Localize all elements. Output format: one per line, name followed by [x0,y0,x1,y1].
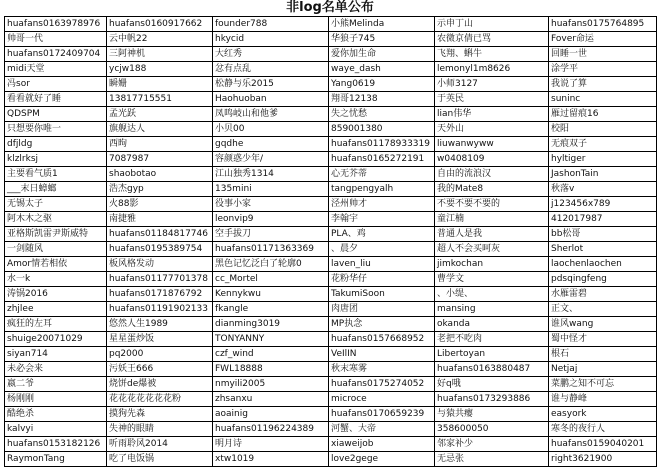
table-cell: nmyili2005 [213,377,329,392]
table-cell: 杨刚刚 [5,392,107,407]
table-cell: 李翰宇 [329,212,435,227]
table-cell: dianming3019 [213,317,329,332]
table-cell: 爱你加生命 [329,47,435,62]
table-cell: Kennykwu [213,287,329,302]
table-cell: 谁风wang [549,317,657,332]
table-cell: 飞翔、蝌牛 [435,47,549,62]
table-cell: 无忌张 [435,452,549,467]
table-cell: 农微京倩已骂 [435,32,549,47]
table-cell: waye_dash [329,62,435,77]
table-cell: love2gege [329,452,435,467]
table-cell: klzlrksj [5,152,107,167]
table-cell: 酷绝杀 [5,407,107,422]
table-cell: j123456x789 [549,197,657,212]
table-row [5,47,657,62]
table-cell: bb松哥 [549,227,657,242]
table-cell: TakumiSoon [329,287,435,302]
table-cell: 水雁雷碧 [549,287,657,302]
table-row [5,137,657,152]
table-row [5,257,657,272]
table-cell: huafans0173293886 [435,392,549,407]
table-cell: 浩杰gyp [107,182,213,197]
table-cell: 容颜惑少年/ [213,152,329,167]
table-cell: 秋末寒雾 [329,362,435,377]
table-cell: 冯sor [5,77,107,92]
table-cell: FWL18888 [213,362,329,377]
table-cell: 火88影 [107,197,213,212]
table-cell: xtw1019 [213,452,329,467]
table-cell: 疯狂的左耳 [5,317,107,332]
table-cell: huafans01171363369 [213,242,329,257]
table-row [5,62,657,77]
table-cell: 听雨聆风2014 [107,437,213,452]
table-cell: huafans01196224389 [213,422,329,437]
table-cell: huafans0165272191 [329,152,435,167]
table-row [5,377,657,392]
table-cell: PLA、鸡 [329,227,435,242]
table-cell: 135mini [213,182,329,197]
table-row [5,197,657,212]
table-cell: Amor情若相依 [5,257,107,272]
table-row [5,17,657,32]
table-row [5,392,657,407]
table-cell: fkangle [213,302,329,317]
table-cell: huafans0171876792 [107,287,213,302]
table-cell: 雁过留痕16 [549,107,657,122]
table-row [5,452,657,467]
table-cell: 空手拔刀 [213,227,329,242]
table-cell: w0408109 [435,152,549,167]
table-cell: huafans0195389754 [107,242,213,257]
table-cell: 帅哥一代 [5,32,107,47]
table-cell: huafans0175764895 [549,17,657,32]
table-cell: 天外山 [435,122,549,137]
table-cell: 我说了算 [549,77,657,92]
table-cell: 旗舰达人 [107,122,213,137]
table-cell: huafans0175274052 [329,377,435,392]
table-cell: 蜀中怪才 [549,332,657,347]
table-cell: 悠然人生1989 [107,317,213,332]
table-cell: hkycid [213,32,329,47]
table-cell: 无痕双子 [549,137,657,152]
table-cell: RaymonTang [5,452,107,467]
table-cell: 涂学平 [549,62,657,77]
table-cell: huafans01177701378 [107,272,213,287]
table-cell: microce [329,392,435,407]
table-cell: 自由的流浪汉 [435,167,549,182]
table-cell: 与猿共瘿 [435,407,549,422]
table-cell: lian伟华 [435,107,549,122]
table-cell: 谁与静峰 [549,392,657,407]
table-cell: 童江楠 [435,212,549,227]
table-cell: 肉唐团 [329,302,435,317]
table-cell: 好q哦 [435,377,549,392]
table-cell: QDSPM [5,107,107,122]
table-cell: gqdhe [213,137,329,152]
table-cell: 、晨夕 [329,242,435,257]
table-cell: kalvyi [5,422,107,437]
table-cell: MP执念 [329,317,435,332]
table-cell: 役事小家 [213,197,329,212]
table-cell: 曹学文 [435,272,549,287]
table-cell: leonvip9 [213,212,329,227]
name-list-table [4,16,657,467]
table-cell: 859001380 [329,122,435,137]
table-cell: 阿木木之驱 [5,212,107,227]
table-row [5,317,657,332]
table-cell: 黑色记忆泛白了轮廓0 [213,257,329,272]
table-cell: 江山独秀1314 [213,167,329,182]
table-cell: 凤鸣岐山和他爹 [213,107,329,122]
table-cell: 失神的眼睛 [107,422,213,437]
table-cell: 大红秀 [213,47,329,62]
table-cell: huafans01191902133 [107,302,213,317]
table-cell: czf_wind [213,347,329,362]
table-row [5,362,657,377]
table-cell: 失之忧愁 [329,107,435,122]
table-cell: 烧饼de爆被 [107,377,213,392]
table-cell: siyan714 [5,347,107,362]
table-row [5,167,657,182]
table-cell: suninc [549,92,657,107]
table-row [5,32,657,47]
table-cell: 吃了电饭锅 [107,452,213,467]
table-cell: Netjaj [549,362,657,377]
table-cell: dfjldg [5,137,107,152]
table-cell: 摸狗先森 [107,407,213,422]
table-cell: shaobotao [107,167,213,182]
table-cell: 我的Mate8 [435,182,549,197]
table-cell: 板风格发动 [107,257,213,272]
table-cell: 小师3127 [435,77,549,92]
table-cell: Fover命运 [549,32,657,47]
table-cell: mansing [435,302,549,317]
table-cell: 云中帆22 [107,32,213,47]
table-cell: 南捷雅 [107,212,213,227]
table-cell: 秋落v [549,182,657,197]
table-cell: founder788 [213,17,329,32]
table-cell: JashonTain [549,167,657,182]
table-cell: 西昫 [107,137,213,152]
table-row [5,212,657,227]
table-cell: lemonyl1m8626 [435,62,549,77]
table-row [5,77,657,92]
table-cell: huafans01178933319 [329,137,435,152]
table-cell: okanda [435,317,549,332]
table-cell: 校阳 [549,122,657,137]
table-cell: 超人不会买呵灰 [435,242,549,257]
page-title: 非log名单公布 [286,0,374,15]
table-cell: huafans0153182126 [5,437,107,452]
table-cell: 花粉华仔 [329,272,435,287]
table-cell: 正文、 [549,302,657,317]
table-cell: 主要看气质1 [5,167,107,182]
table-cell: TONYANNY [213,332,329,347]
table-cell: shuige20071029 [5,332,107,347]
table-cell: 无锡太子 [5,197,107,212]
table-cell: 13817715551 [107,92,213,107]
table-cell: 于英民 [435,92,549,107]
table-cell: 示申丁山 [435,17,549,32]
table-cell: 、小缇、 [435,287,549,302]
table-row [5,287,657,302]
table-cell: Libertoyan [435,347,549,362]
table-cell: pdsqingfeng [549,272,657,287]
table-row [5,107,657,122]
table-cell: VeIlIN [329,347,435,362]
table-row [5,332,657,347]
table-cell: 358600050 [435,422,549,437]
table-cell: zhsanxu [213,392,329,407]
table-cell: huafans0157668952 [329,332,435,347]
table-cell: 一剑随风 [5,242,107,257]
table-cell: ycjw188 [107,62,213,77]
table-cell: 花花花花花花花粉 [107,392,213,407]
table-cell: 未必会来 [5,362,107,377]
table-cell: 邻家补少 [435,437,549,452]
table-cell: huafans0159040201 [549,437,657,452]
table-row [5,347,657,362]
table-cell: cc_Mortel [213,272,329,287]
table-cell: 水一k [5,272,107,287]
table-cell: huafans0163880487 [435,362,549,377]
table-row [5,227,657,242]
table-cell: Sherlot [549,242,657,257]
table-cell: huafans0160917662 [107,17,213,32]
table-row [5,437,657,452]
table-cell: 松静与乐2015 [213,77,329,92]
table-cell: liuwanwyww [435,137,549,152]
table-cell: 不要不要不要的 [435,197,549,212]
table-cell: tangpengyalh [329,182,435,197]
table-cell: 亚格斯凯雷尹斯威特 [5,227,107,242]
table-cell: 小贝00 [213,122,329,137]
table-cell: huafans01184817746 [107,227,213,242]
table-cell: huafans0163978976 [5,17,107,32]
table-cell: huafans0172409704 [5,47,107,62]
table-cell: easyork [549,407,657,422]
table-cell: laochenlaochen [549,257,657,272]
table-cell: 小熊Melinda [329,17,435,32]
table-cell: 回睡一世 [549,47,657,62]
table-cell: ___末日蟑螂 [5,182,107,197]
table-cell: 寒冬的夜行人 [549,422,657,437]
table-cell: 412017987 [549,212,657,227]
table-cell: 只想要你唯一 [5,122,107,137]
table-row [5,407,657,422]
table-cell: 心无芥蒂 [329,167,435,182]
table-cell: 普通人是我 [435,227,549,242]
table-cell: xiaweijob [329,437,435,452]
table-cell: 河蟹、大帝 [329,422,435,437]
table-cell: 华狼子745 [329,32,435,47]
table-row [5,152,657,167]
table-cell: hyltiger [549,152,657,167]
table-cell: midi天堂 [5,62,107,77]
table-cell: 菜鹏之知不可忘 [549,377,657,392]
table-cell: zhjlee [5,302,107,317]
table-cell: 泾州帅才 [329,197,435,212]
table-cell: right3621900 [549,452,657,467]
table-cell: 三阿神机 [107,47,213,62]
table-cell: 7087987 [107,152,213,167]
table-cell: 看看就好了睡 [5,92,107,107]
table-row [5,92,657,107]
table-row [5,422,657,437]
table-cell: pq2000 [107,347,213,362]
table-cell: 翔哥12138 [329,92,435,107]
table-cell: 忿有点乱 [213,62,329,77]
table-cell: Yang0619 [329,77,435,92]
table-cell: 涛锅2016 [5,287,107,302]
table-cell: 老把不吃肉 [435,332,549,347]
table-cell: 嬴二爷 [5,377,107,392]
table-cell: 明月诗 [213,437,329,452]
table-row [5,302,657,317]
table-row [5,272,657,287]
table-cell: 瞬姗 [107,77,213,92]
table-row [5,182,657,197]
table-cell: laven_liu [329,257,435,272]
table-cell: 孟光跃 [107,107,213,122]
table-cell: Haohuoban [213,92,329,107]
table-row [5,242,657,257]
table-row [5,122,657,137]
table-cell: aoainig [213,407,329,422]
table-cell: jimkochan [435,257,549,272]
table-cell: 星星蛋炒饭 [107,332,213,347]
table-cell: 根石 [549,347,657,362]
table-cell: huafans0170659239 [329,407,435,422]
table-cell: 污妖王666 [107,362,213,377]
